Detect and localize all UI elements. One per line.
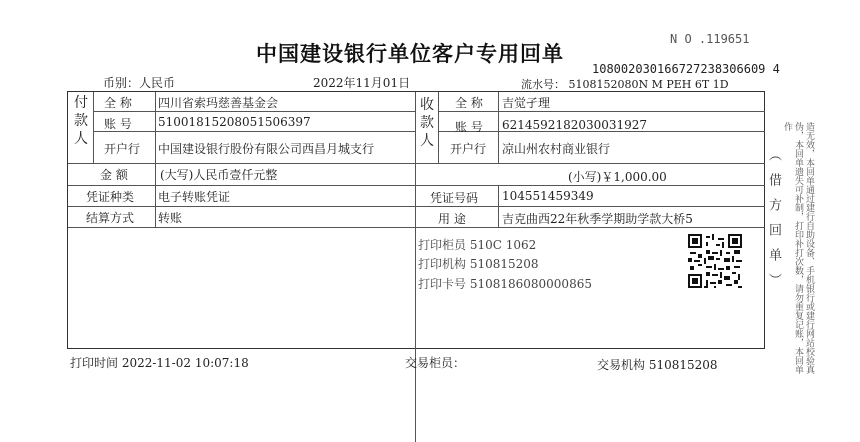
settlement-method: 转账 bbox=[158, 211, 183, 225]
payee-account-label: 账 号 bbox=[455, 120, 483, 134]
amount-upper: (大写)人民币壹仟元整 bbox=[160, 168, 278, 182]
payer-account: 51001815208051506397 bbox=[158, 115, 311, 129]
voucher-type-label: 凭证种类 bbox=[86, 190, 135, 204]
payee-group-label: 收款人 bbox=[420, 97, 434, 149]
transaction-date: 2022年11月01日 bbox=[313, 76, 411, 90]
flow-number: 流水号： 5108152080N M PEH 6T 1D bbox=[521, 78, 729, 91]
print-card: 打印卡号 5108186080000865 bbox=[418, 277, 592, 291]
payee-name: 吉觉孑理 bbox=[502, 96, 551, 110]
voucher-type: 电子转账凭证 bbox=[158, 190, 231, 204]
payee-bank-label: 开户行 bbox=[450, 142, 487, 156]
payer-group-label: 付款人 bbox=[74, 95, 88, 147]
reference-number: 108002030166727238306609 4 bbox=[592, 62, 780, 76]
currency: 币别：人民币 bbox=[103, 76, 176, 90]
side-notes: 造无效，本回单通过建行自助设备、手机银行或建行网站校验真伪，本回单遗失可补制，打印补打次数，请勿重复记账，本回单作 bbox=[782, 122, 814, 374]
purpose-label: 用 途 bbox=[438, 212, 466, 226]
voucher-no: 104551459349 bbox=[502, 189, 594, 203]
payer-name-label: 全 称 bbox=[104, 96, 132, 110]
purpose: 吉克曲西22年秋季学期助学款大桥5 bbox=[502, 212, 693, 226]
side-vertical-title: （借方回单） bbox=[766, 148, 781, 298]
payer-name: 四川省索玛慈善基金会 bbox=[158, 96, 279, 110]
transaction-teller: 交易柜员： bbox=[405, 356, 466, 370]
payer-account-label: 账 号 bbox=[104, 117, 132, 131]
qr-code-icon bbox=[688, 234, 742, 288]
serial-number: N O .119651 bbox=[670, 32, 750, 46]
payer-bank: 中国建设银行股份有限公司西昌月城支行 bbox=[158, 142, 375, 156]
transaction-institution: 交易机构 510815208 bbox=[597, 358, 718, 372]
voucher-no-label: 凭证号码 bbox=[430, 191, 479, 205]
payee-bank: 凉山州农村商业银行 bbox=[502, 142, 611, 156]
amount-lower: (小写)￥1,000.00 bbox=[568, 170, 667, 184]
settlement-method-label: 结算方式 bbox=[86, 211, 135, 225]
payer-bank-label: 开户行 bbox=[104, 142, 141, 156]
print-teller: 打印柜员 510C 1062 bbox=[418, 238, 537, 252]
payee-name-label: 全 称 bbox=[455, 96, 483, 110]
print-time: 打印时间 2022-11-02 10:07:18 bbox=[70, 356, 249, 370]
payee-account: 6214592182030031927 bbox=[502, 118, 648, 132]
receipt-title: 中国建设银行单位客户专用回单 bbox=[256, 41, 564, 66]
print-institution: 打印机构 510815208 bbox=[418, 257, 539, 271]
amount-label: 金 额 bbox=[100, 168, 128, 182]
